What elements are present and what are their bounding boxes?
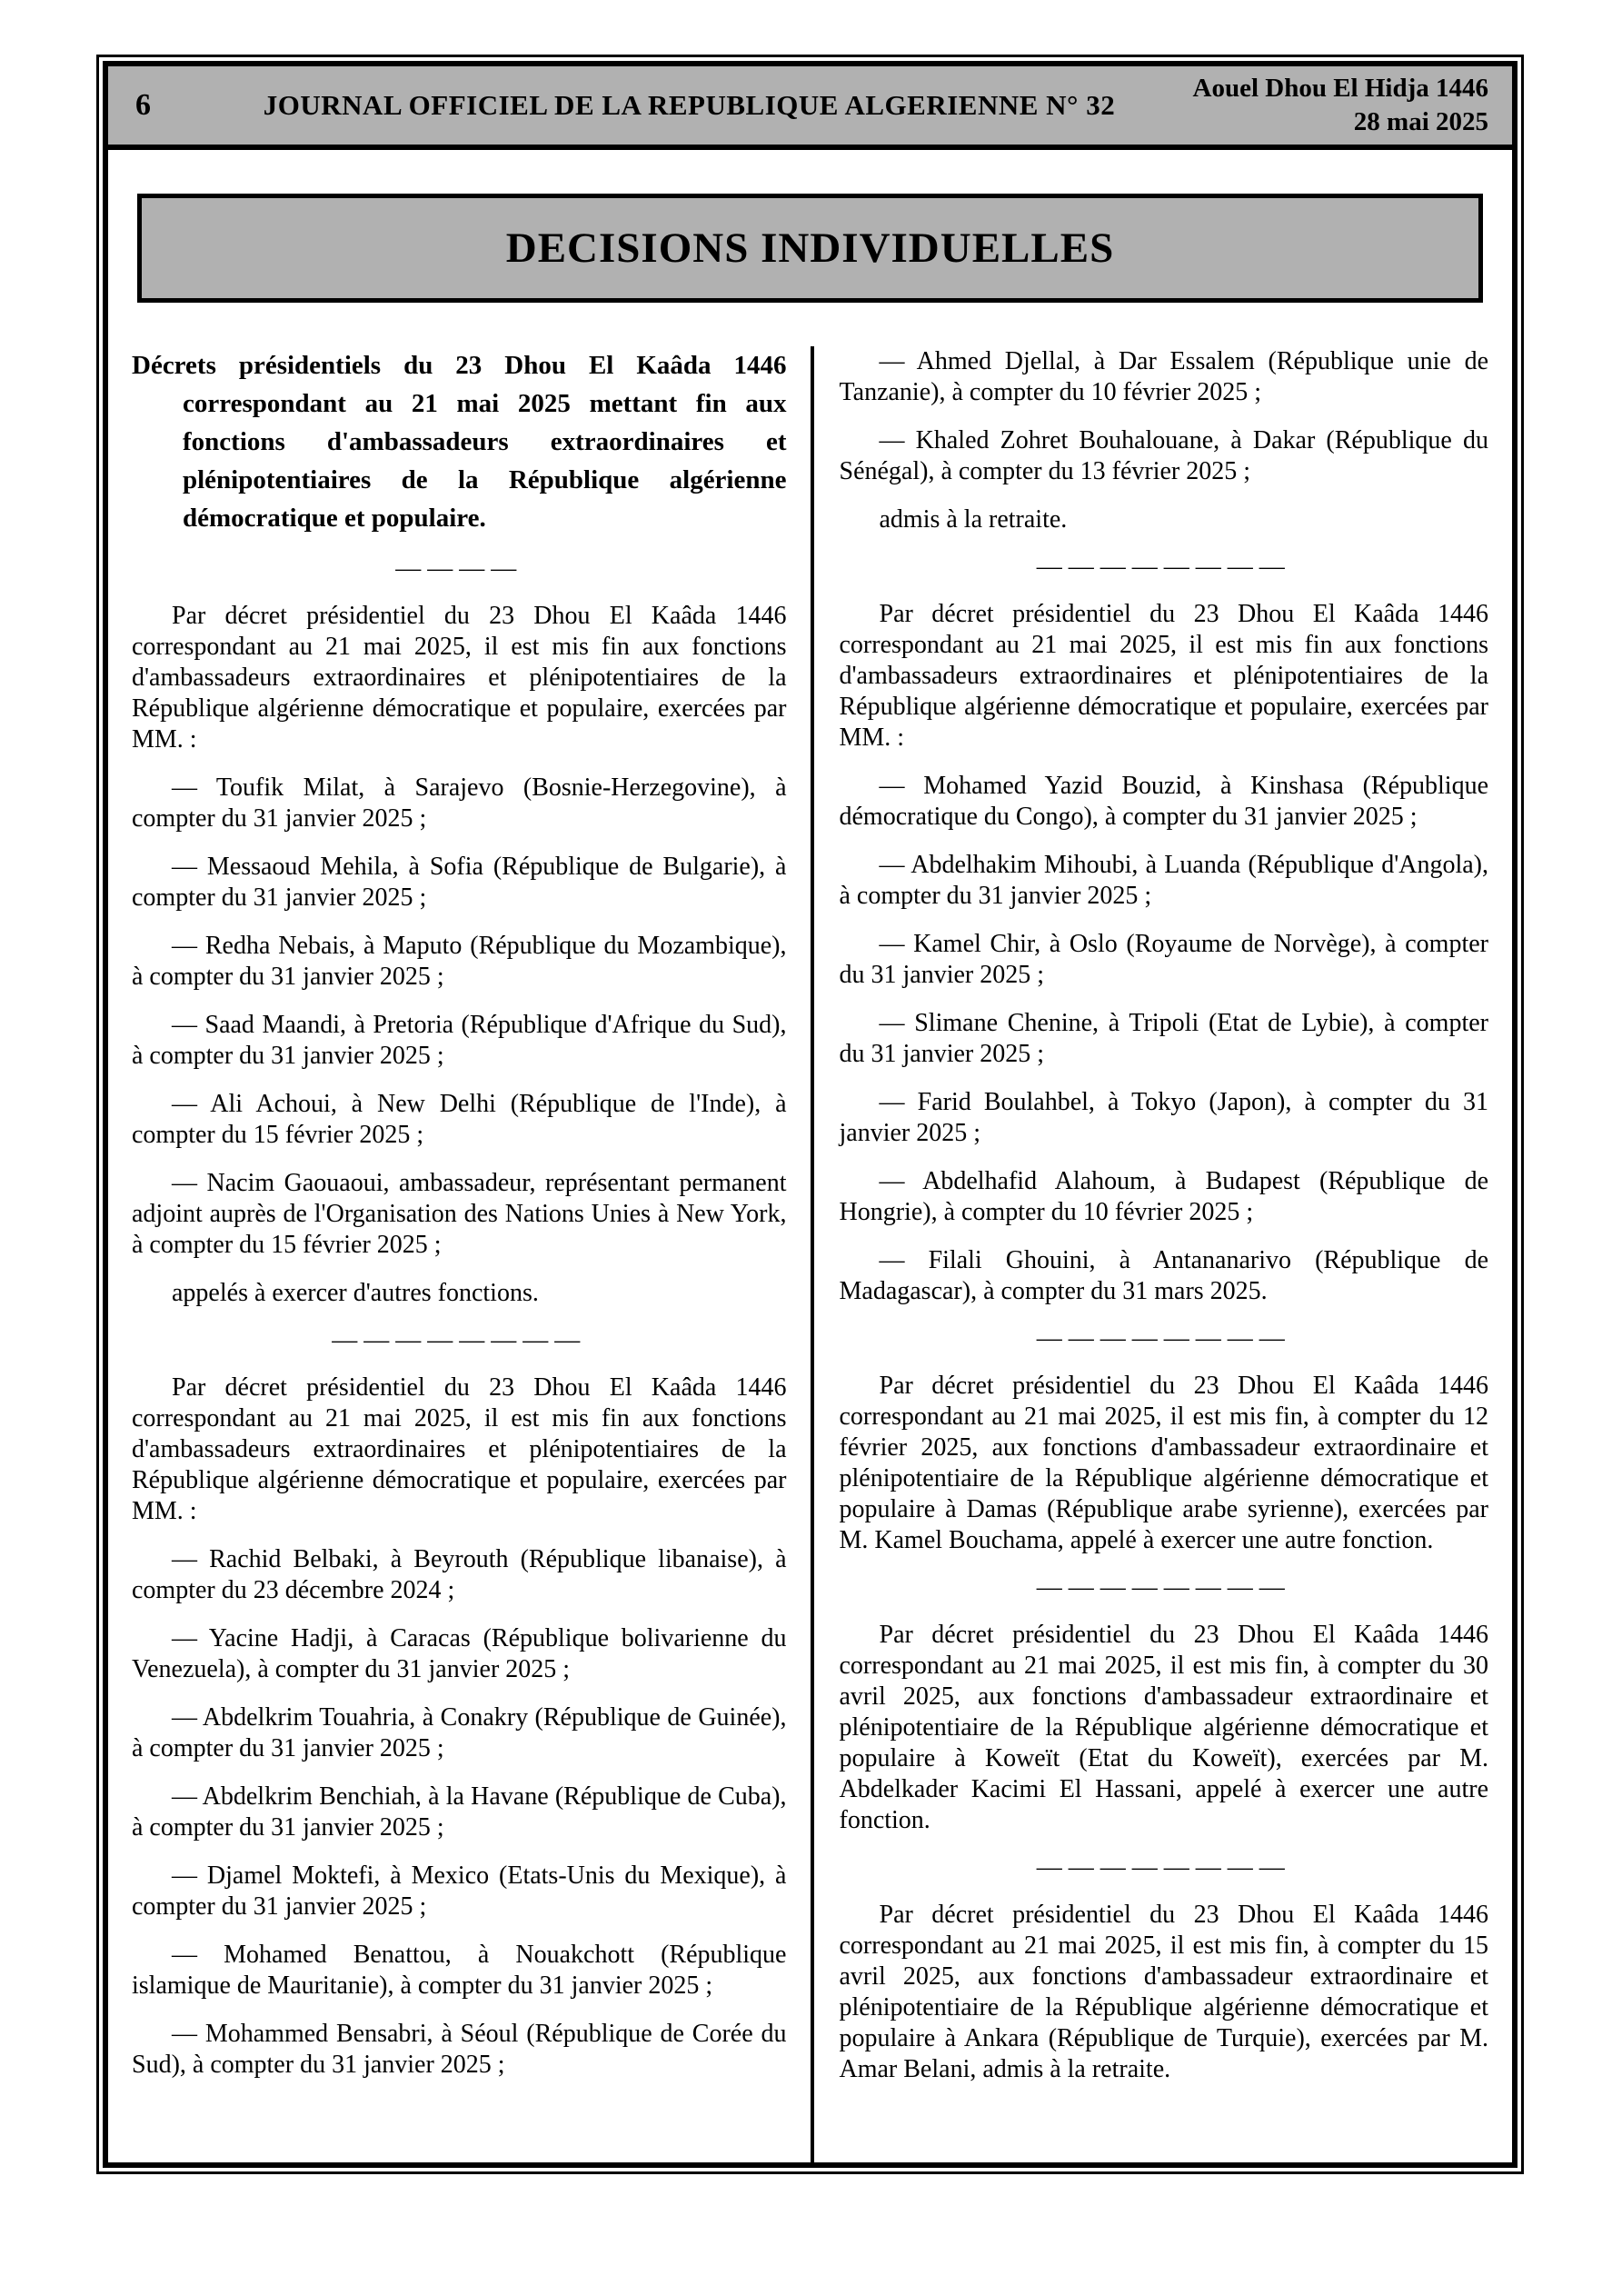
page-header-bar (108, 66, 1512, 150)
separator-rule: ———————— (1036, 1324, 1291, 1353)
decree-list-item: — Messaoud Mehila, à Sofia (République de Bulgarie), à compter du 31 janvier 2025 ; (132, 853, 787, 912)
decree-list-item: — Ali Achoui, à New Delhi (République de l'Inde), à compter du 15 février 2025 ; (132, 1090, 787, 1149)
decree-list-item: — Djamel Moktefi, à Mexico (Etats-Unis du Mexique), à compter du 31 janvier 2025 ; (132, 1862, 787, 1921)
section-title-box (137, 194, 1483, 303)
decree-list-item: — Mohamed Benattou, à Nouakchott (République islamique de Mauritanie), à compter du 31 janvier 2025 ; (132, 1941, 787, 2000)
decree-list-item: — Redha Nebais, à Maputo (République du Mozambique), à compter du 31 janvier 2025 ; (132, 932, 787, 991)
decree-list-item: — Mohammed Bensabri, à Séoul (République de Corée du Sud), à compter du 31 janvier 2025 ; (132, 2020, 787, 2079)
issue-dates (1179, 72, 1488, 139)
page-content (108, 150, 1512, 2162)
decree-list-item: — Yacine Hadji, à Caracas (République bolivarienne du Venezuela), à compter du 31 janvier 2025 ; (132, 1624, 787, 1683)
decree-list-item: — Farid Boulahbel, à Tokyo (Japon), à compter du 31 janvier 2025 ; (839, 1088, 1488, 1147)
decree-list-item: — Abdelhafid Alahoum, à Budapest (République de Hongrie), à compter du 10 février 2025 ; (839, 1167, 1488, 1226)
decree-paragraph: Par décret présidentiel du 23 Dhou El Kaâda 1446 correspondant au 21 mai 2025, il est mis fin aux fonctions d'ambassadeurs extraordinaires et plénipotentiaires de la République algérienne démocratique et populaire, exercées par MM. : (132, 1373, 787, 1525)
decree-list-item: — Ahmed Djellal, à Dar Essalem (République unie de Tanzanie), à compter du 10 février 2025 ; (839, 347, 1488, 406)
decree-heading: Décrets présidentiels du 23 Dhou El Kaâda 1446 correspondant au 21 mai 2025 mettant fin aux fonctions d'ambassadeurs extraordinaires et plénipotentiaires de la République algérienne démocratique et populaire. (132, 351, 787, 533)
decree-list-item: — Abdelkrim Touahria, à Conakry (République de Guinée), à compter du 31 janvier 2025 ; (132, 1703, 787, 1762)
section-title: DECISIONS INDIVIDUELLES (505, 225, 1115, 272)
separator-rule: ———————— (1036, 1853, 1291, 1882)
decree-list-item: — Nacim Gaouaoui, ambassadeur, représentant permanent adjoint auprès de l'Organisation des Nations Unies à New York, à compter du 15 février 2025 ; (132, 1169, 787, 1259)
page-inner-frame (103, 61, 1518, 2168)
two-column-layout (132, 346, 1488, 2162)
separator-rule: ———————— (1036, 553, 1291, 581)
decree-list-item: — Filali Ghouini, à Antananarivo (République de Madagascar), à compter du 31 mars 2025. (839, 1246, 1488, 1305)
decree-list-item: — Saad Maandi, à Pretoria (République d'Afrique du Sud), à compter du 31 janvier 2025 ; (132, 1011, 787, 1070)
decree-list-item: — Kamel Chir, à Oslo (Royaume de Norvège), à compter du 31 janvier 2025 ; (839, 930, 1488, 989)
page-border-frame (96, 55, 1524, 2174)
decree-paragraph: Par décret présidentiel du 23 Dhou El Kaâda 1446 correspondant au 21 mai 2025, il est mis fin aux fonctions d'ambassadeurs extraordinaires et plénipotentiaires de la République algérienne démocratique et populaire, exercées par MM. : (839, 600, 1488, 752)
decree-paragraph: Par décret présidentiel du 23 Dhou El Kaâda 1446 correspondant au 21 mai 2025, il est mis fin, à compter du 12 février 2025, aux fonctions d'ambassadeur extraordinaire et plénipotentiaire de la République algérienne démocratique et populaire à Damas (République arabe syrienne), exercées par M. Kamel Bouchama, appelé à exercer une autre fonction. (839, 1372, 1488, 1554)
right-column (811, 346, 1489, 2162)
journal-title: JOURNAL OFFICIEL DE LA REPUBLIQUE ALGERIENNE N° 32 (263, 89, 1116, 121)
date-hijri: Aouel Dhou El Hidja 1446 (1192, 74, 1488, 103)
decree-list-item: — Mohamed Yazid Bouzid, à Kinshasa (République démocratique du Congo), à compter du 31 janvier 2025 ; (839, 772, 1488, 831)
separator-rule: ———————— (332, 1326, 587, 1354)
page-number: 6 (135, 88, 151, 122)
decree-list-item: — Slimane Chenine, à Tripoli (Etat de Lybie), à compter du 31 janvier 2025 ; (839, 1009, 1488, 1068)
decree-note: appelés à exercer d'autres fonctions. (172, 1279, 539, 1307)
decree-note: admis à la retraite. (879, 505, 1068, 534)
separator-rule: ———— (395, 554, 523, 583)
decree-list-item: — Khaled Zohret Bouhalouane, à Dakar (République du Sénégal), à compter du 13 février 2025 ; (839, 426, 1488, 485)
left-column (132, 346, 811, 2162)
separator-rule: ———————— (1036, 1573, 1291, 1602)
decree-paragraph: Par décret présidentiel du 23 Dhou El Kaâda 1446 correspondant au 21 mai 2025, il est mis fin, à compter du 15 avril 2025, aux fonctions d'ambassadeur extraordinaire et plénipotentiaire de la République algérienne démocratique et populaire à Ankara (République de Turquie), exercées par M. Amar Belani, admis à la retraite. (839, 1901, 1488, 2083)
date-gregorian: 28 mai 2025 (1353, 107, 1488, 136)
decree-list-item: — Toufik Milat, à Sarajevo (Bosnie-Herzegovine), à compter du 31 janvier 2025 ; (132, 774, 787, 833)
decree-list-item: — Rachid Belbaki, à Beyrouth (République libanaise), à compter du 23 décembre 2024 ; (132, 1545, 787, 1604)
decree-list-item: — Abdelkrim Benchiah, à la Havane (République de Cuba), à compter du 31 janvier 2025 ; (132, 1782, 787, 1842)
decree-paragraph: Par décret présidentiel du 23 Dhou El Kaâda 1446 correspondant au 21 mai 2025, il est mis fin, à compter du 30 avril 2025, aux fonctions d'ambassadeur extraordinaire et plénipotentiaire de la République algérienne démocratique et populaire à Koweït (Etat du Koweït), exercées par M. Abdelkader Kacimi El Hassani, appelé à exercer une autre fonction. (839, 1621, 1488, 1834)
decree-paragraph: Par décret présidentiel du 23 Dhou El Kaâda 1446 correspondant au 21 mai 2025, il est mis fin aux fonctions d'ambassadeurs extraordinaires et plénipotentiaires de la République algérienne démocratique et populaire, exercées par MM. : (132, 602, 787, 754)
decree-list-item: — Abdelhakim Mihoubi, à Luanda (République d'Angola), à compter du 31 janvier 2025 ; (839, 851, 1488, 910)
